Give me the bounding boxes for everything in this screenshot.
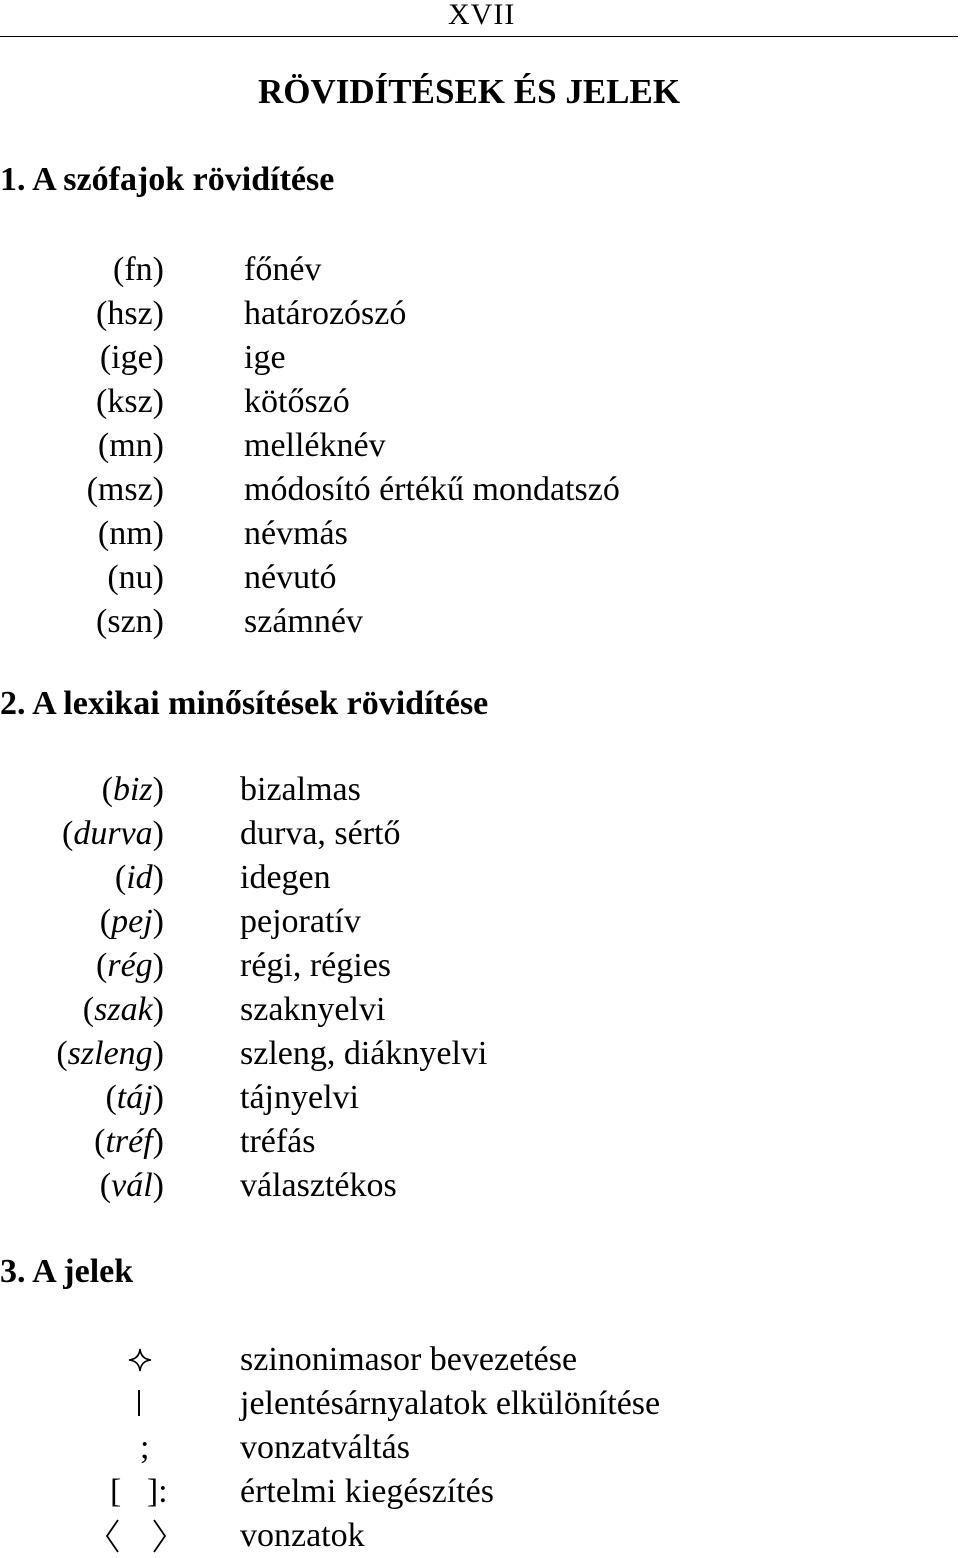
meaning: választékos <box>240 1167 397 1204</box>
page-number: XVII <box>448 0 516 31</box>
list-item <box>0 768 960 812</box>
list-item <box>0 424 960 468</box>
list-item <box>0 812 960 856</box>
list-item <box>0 1164 960 1208</box>
abbreviation: (szn) <box>96 603 164 640</box>
lexical-qualifiers-list <box>0 768 960 1208</box>
symbols-list <box>0 1338 960 1558</box>
section-heading-parts-of-speech: 1. A szófajok rövidítése <box>0 161 335 198</box>
abbreviation-text: rég <box>107 947 153 984</box>
abbreviation: (vál) <box>99 1167 164 1204</box>
abbreviation: (tréf) <box>94 1123 164 1160</box>
list-item <box>0 380 960 424</box>
abbreviation-text: szleng <box>67 1035 153 1072</box>
abbreviation: (ksz) <box>96 383 164 420</box>
section-heading-lexical-qualifiers: 2. A lexikai minősítések rövidítése <box>0 685 489 722</box>
meaning: határozószó <box>244 295 407 332</box>
meaning: idegen <box>240 859 331 896</box>
list-item <box>0 1120 960 1164</box>
parts-of-speech-list <box>0 248 960 644</box>
meaning: kötőszó <box>244 383 350 420</box>
abbreviation-text: táj <box>116 1079 153 1116</box>
abbreviation-text: vál <box>111 1167 153 1204</box>
meaning: szinonimasor bevezetése <box>240 1341 578 1378</box>
abbreviation: (hsz) <box>96 295 164 332</box>
page-title: RÖVIDÍTÉSEK ÉS JELEK <box>258 72 681 111</box>
star-symbol-icon <box>128 1338 152 1372</box>
list-item <box>0 1076 960 1120</box>
list-item <box>0 1382 960 1426</box>
meaning: pejoratív <box>240 903 361 940</box>
header-rule <box>0 36 958 37</box>
list-item <box>0 1032 960 1076</box>
meaning: értelmi kiegészítés <box>240 1473 494 1510</box>
meaning: tájnyelvi <box>240 1079 359 1116</box>
meaning: tréfás <box>240 1123 316 1160</box>
abbreviation-text: durva <box>73 815 153 852</box>
meaning: számnév <box>244 603 363 640</box>
meaning: névmás <box>244 515 348 552</box>
abbreviation-text: pej <box>111 903 153 940</box>
abbreviation: (táj) <box>105 1079 164 1116</box>
list-item <box>0 512 960 556</box>
meaning: ige <box>244 339 286 376</box>
abbreviation: (ige) <box>99 339 164 376</box>
meaning: durva, sértő <box>240 815 401 852</box>
vertical-bar-symbol-icon <box>138 1382 140 1416</box>
semicolon-symbol: ; <box>140 1429 150 1466</box>
abbreviation: (durva) <box>62 815 164 852</box>
section-heading-symbols: 3. A jelek <box>0 1253 134 1290</box>
abbreviation: (rég) <box>96 947 164 984</box>
abbreviation: (nu) <box>107 559 164 596</box>
list-item <box>0 600 960 644</box>
list-item <box>0 1338 960 1382</box>
meaning: vonzatváltás <box>240 1429 410 1466</box>
list-item <box>0 856 960 900</box>
list-item <box>0 944 960 988</box>
abbreviation-text: id <box>126 859 153 896</box>
meaning: szleng, diáknyelvi <box>240 1035 488 1072</box>
meaning: vonzatok <box>240 1517 365 1554</box>
meaning: régi, régies <box>240 947 392 984</box>
abbreviation: (mn) <box>97 427 164 464</box>
abbreviation-text: biz <box>112 771 153 808</box>
abbreviation: (msz) <box>86 471 164 508</box>
bracket-symbol: [ ]: <box>110 1473 168 1510</box>
meaning: szaknyelvi <box>240 991 386 1028</box>
meaning: jelentésárnyalatok elkülönítése <box>240 1385 661 1422</box>
meaning: módosító értékű mondatszó <box>244 471 620 508</box>
angle-brackets-symbol-icon <box>104 1514 168 1554</box>
list-item <box>0 248 960 292</box>
abbreviation: (fn) <box>113 251 164 288</box>
meaning: melléknév <box>244 427 386 464</box>
list-item <box>0 468 960 512</box>
list-item <box>0 900 960 944</box>
meaning: főnév <box>244 251 322 288</box>
abbreviation: (szak) <box>82 991 164 1028</box>
list-item <box>0 1470 960 1514</box>
abbreviation: (id) <box>114 859 164 896</box>
list-item <box>0 556 960 600</box>
list-item <box>0 336 960 380</box>
abbreviation-text: tréf <box>105 1123 153 1160</box>
abbreviation: (biz) <box>101 771 164 808</box>
list-item <box>0 1426 960 1470</box>
abbreviation: (pej) <box>99 903 164 940</box>
list-item <box>0 292 960 336</box>
meaning: névutó <box>244 559 337 596</box>
list-item <box>0 988 960 1032</box>
abbreviation: (nm) <box>97 515 164 552</box>
meaning: bizalmas <box>240 771 361 808</box>
list-item <box>0 1514 960 1558</box>
abbreviation-text: szak <box>94 991 153 1028</box>
abbreviation: (szleng) <box>56 1035 164 1072</box>
